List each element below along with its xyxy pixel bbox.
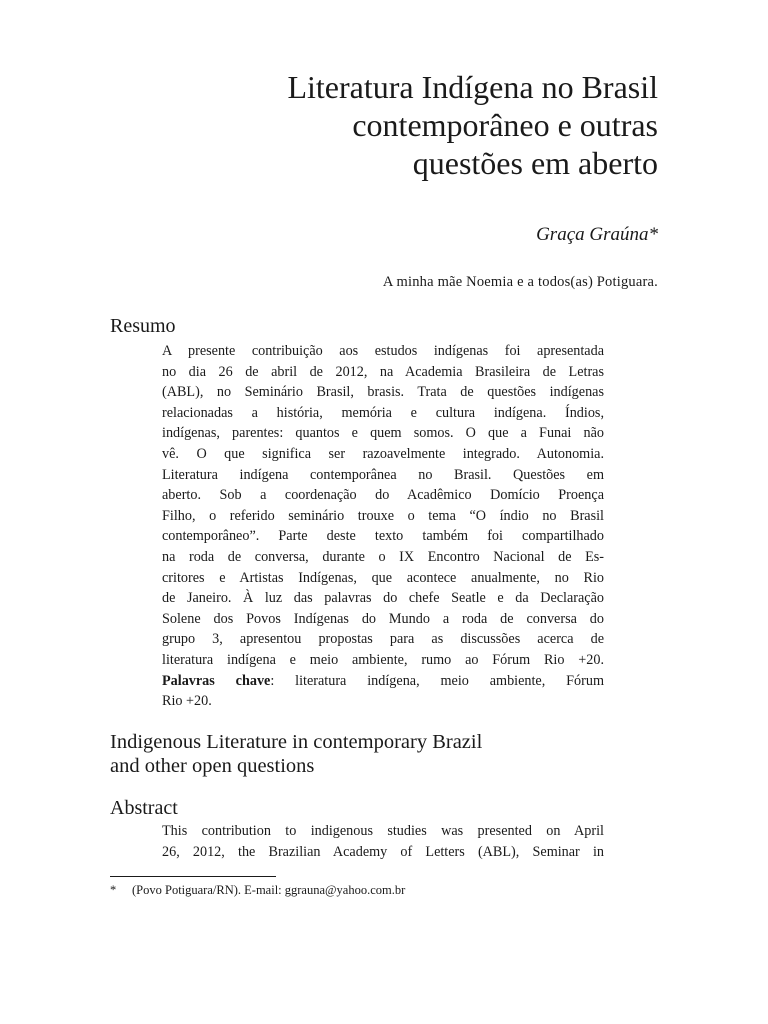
resumo-line: vê. O que significa ser razoavelmente integrado. Autonomia.	[162, 445, 604, 462]
footnote	[110, 883, 405, 898]
keywords-line-continued: Rio +20.	[162, 693, 212, 710]
resumo-line: contemporâneo”. Parte deste texto também foi compartilhado	[162, 528, 604, 545]
resumo-line: na roda de conversa, durante o IX Encontro Nacional de Es-	[162, 548, 604, 565]
resumo-body	[162, 341, 604, 712]
resumo-line: grupo 3, apresentou propostas para as discussões acerca de	[162, 631, 604, 648]
abstract-body	[162, 821, 604, 862]
resumo-line: Solene dos Povos Indígenas do Mundo a roda de conversa do	[162, 610, 604, 627]
footnote-text: (Povo Potiguara/RN). E-mail: ggrauna@yahoo.com.br	[132, 883, 406, 897]
english-title-line: and other open questions	[110, 755, 315, 777]
english-title-line: Indigenous Literature in contemporary Brazil	[110, 731, 483, 753]
footnote-divider	[110, 876, 276, 877]
resumo-line: Literatura indígena contemporânea no Brasil. Questões em	[162, 466, 604, 483]
resumo-line: A presente contribuição aos estudos indígenas foi apresentada	[162, 343, 604, 359]
resumo-line: aberto. Sob a coordenação do Acadêmico Domício Proença	[162, 487, 604, 504]
dedication: A minha mãe Noemia e a todos(as) Potiguara.	[382, 274, 658, 290]
abstract-line: 26, 2012, the Brazilian Academy of Letters (ABL), Seminar in	[162, 843, 604, 860]
resumo-heading: Resumo	[110, 315, 176, 337]
article-title-line: Literatura Indígena no Brasil	[287, 69, 658, 105]
resumo-line: literatura indígena e meio ambiente, rumo ao Fórum Rio +20.	[162, 651, 604, 668]
resumo-line: de Janeiro. À luz das palavras do chefe Seatle e da Declaração	[162, 590, 604, 607]
article-title-line: questões em aberto	[412, 145, 658, 181]
keywords-line	[162, 671, 604, 692]
keywords-label: Palavras chave	[162, 672, 271, 689]
author-name: Graça Graúna*	[536, 224, 658, 245]
article-title	[98, 68, 658, 182]
resumo-line: critores e Artistas Indígenas, que acontece anualmente, no Rio	[162, 569, 604, 586]
resumo-line: (ABL), no Seminário Brasil, brasis. Trata de questões indígenas	[162, 384, 604, 401]
abstract-line: This contribution to indigenous studies was presented on April	[162, 823, 604, 839]
resumo-line: no dia 26 de abril de 2012, na Academia Brasileira de Letras	[162, 363, 604, 380]
article-title-line: contemporâneo e outras	[352, 107, 658, 143]
resumo-line: Filho, o referido seminário trouxe o tema “O índio no Brasil	[162, 507, 604, 524]
english-title	[110, 730, 650, 778]
keywords-text: : literatura indígena, meio ambiente, Fórum	[270, 672, 604, 689]
resumo-line: indígenas, parentes: quantos e quem somos. O que a Funai não	[162, 425, 604, 442]
footnote-mark: *	[110, 883, 117, 897]
resumo-line: relacionadas a história, memória e cultura indígena. Índios,	[162, 404, 604, 421]
abstract-heading: Abstract	[110, 797, 178, 819]
